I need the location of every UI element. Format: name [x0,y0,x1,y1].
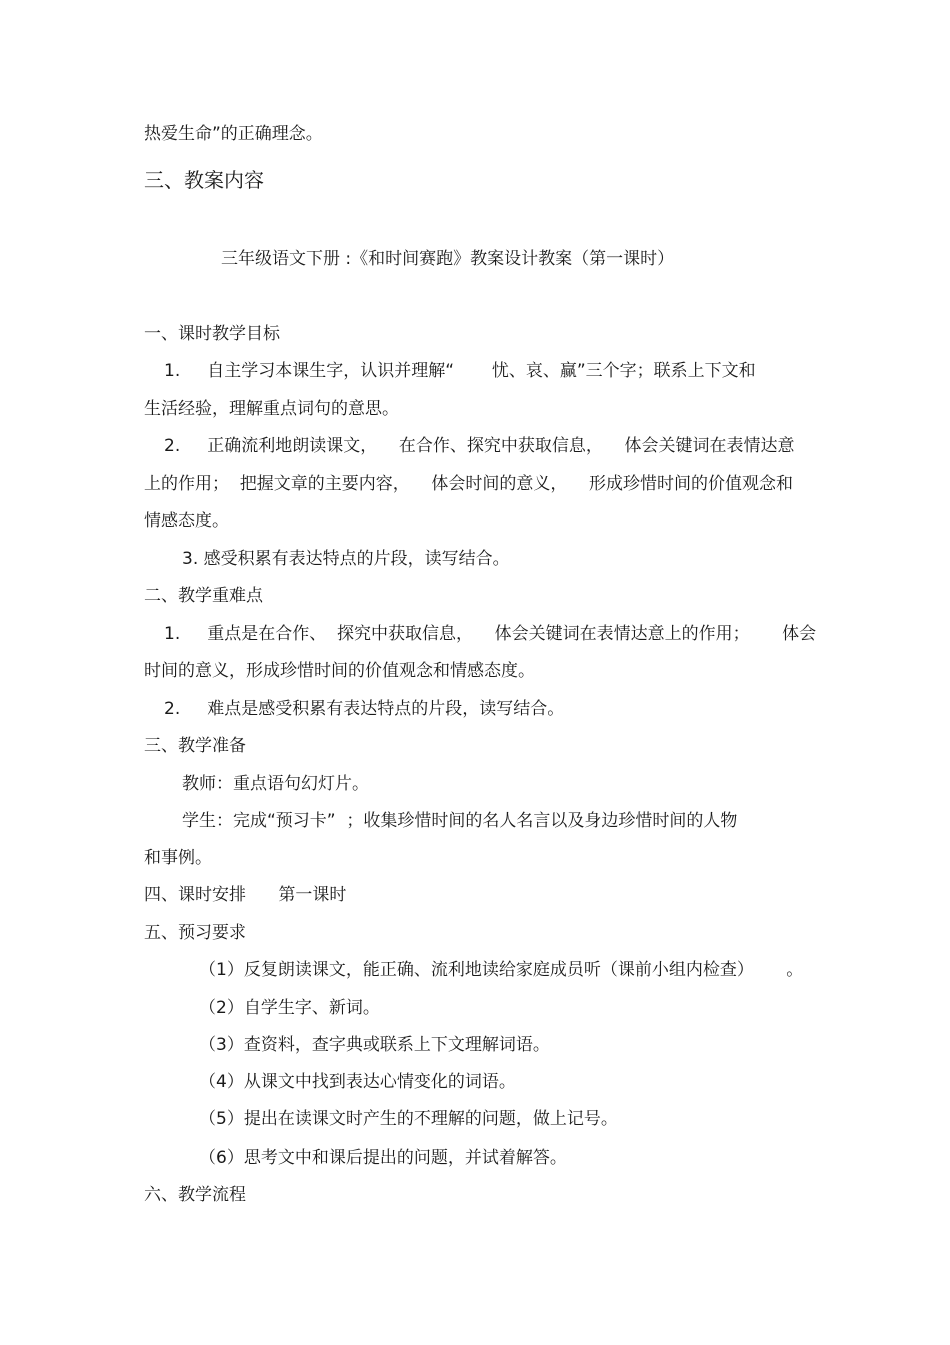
list-item: （2）自学生字、新词。 [199,998,380,1018]
list-item: （3）查资料，查字典或联系上下文理解词语。 [199,1035,550,1055]
text-line: 时间的意义，形成珍惜时间的价值观念和情感态度。 [144,661,535,681]
text-line: 1. 自主学习本课生字，认识并理解“ 忧、哀、赢”三个字；联系上下文和 [164,361,756,381]
list-item: （4）从课文中找到表达心情变化的词语。 [199,1072,516,1092]
text-line: 和事例。 [144,848,212,868]
section-heading: 二、教学重难点 [144,586,263,606]
text-line: 热爱生命”的正确理念。 [144,124,323,144]
list-item: （5）提出在读课文时产生的不理解的问题，做上记号。 [199,1109,618,1129]
section-heading: 四、课时安排 第一课时 [144,885,347,905]
text-line: 教师：重点语句幻灯片。 [182,774,369,794]
text-line: 2. 难点是感受积累有表达特点的片段，读写结合。 [164,699,565,719]
section-heading: 五、预习要求 [144,923,246,943]
list-item: （6）思考文中和课后提出的问题，并试着解答。 [199,1148,567,1168]
text-line: 上的作用； 把握文章的主要内容， 体会时间的意义， 形成珍惜时间的价值观念和 [144,474,794,494]
text-line: 学生：完成“预习卡” ；收集珍惜时间的名人名言以及身边珍惜时间的人物 [182,811,738,831]
section-heading: 六、教学流程 [144,1185,246,1205]
text-line: 生活经验，理解重点词句的意思。 [144,399,399,419]
list-item: （1）反复朗读课文，能正确、流利地读给家庭成员听（课前小组内检查） 。 [199,960,804,980]
lesson-title: 三年级语文下册 :《和时间赛跑》教案设计教案（第一课时） [221,249,675,269]
section-heading: 一、课时教学目标 [144,324,280,344]
text-line: 情感态度。 [144,511,229,531]
section-heading: 三、教学准备 [144,736,246,756]
section-heading: 三、教案内容 [144,168,264,192]
text-line: 3. 感受积累有表达特点的片段，读写结合。 [182,549,510,569]
text-line: 1. 重点是在合作、 探究中获取信息， 体会关键词在表情达意上的作用； 体会 [164,624,817,644]
text-line: 2. 正确流利地朗读课文， 在合作、探究中获取信息， 体会关键词在表情达意 [164,436,795,456]
